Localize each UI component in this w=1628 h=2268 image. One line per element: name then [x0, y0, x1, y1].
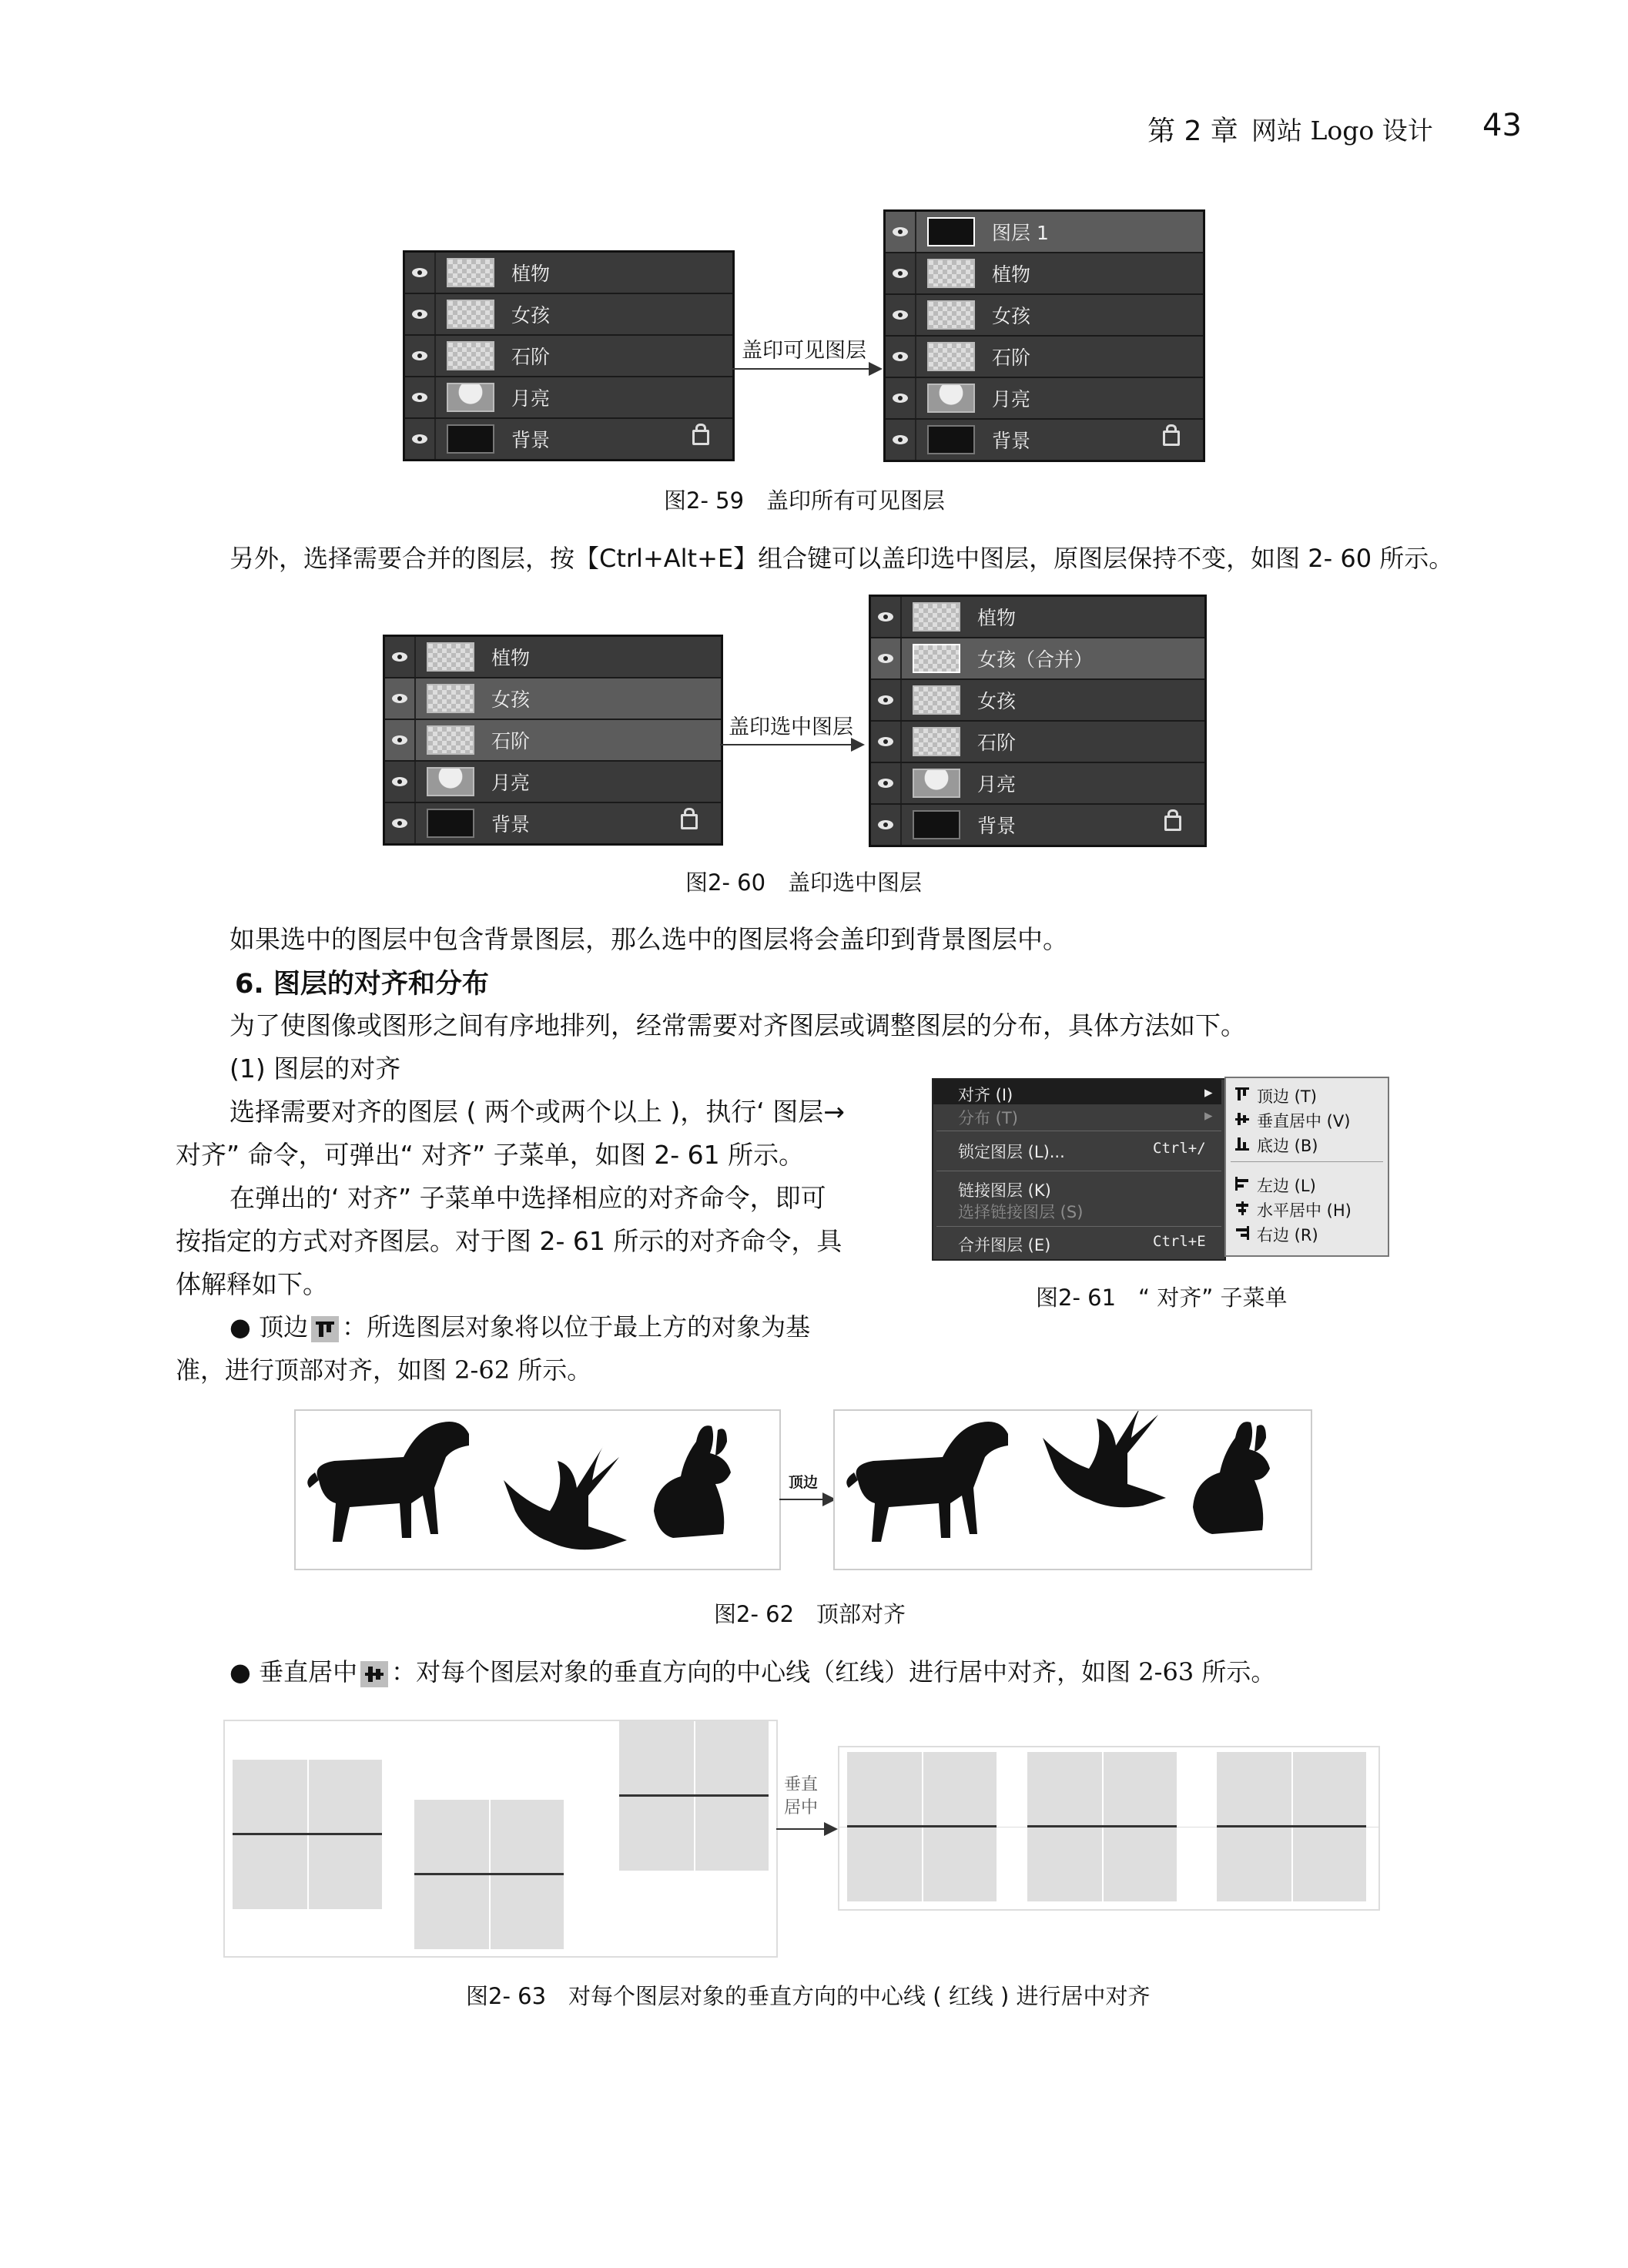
- eye-icon: [886, 420, 916, 460]
- paragraph-line: 选择需要对齐的图层 ( 两个或两个以上 )，执行‘ 图层→: [229, 1097, 845, 1127]
- bullet-text: ：对每个图层对象的垂直方向的中心线（红线）进行居中对齐，如图 2-63 所示。: [391, 1657, 1276, 1687]
- align-vcenter-icon: [1235, 1112, 1251, 1126]
- layer-square: [1217, 1752, 1366, 1901]
- fig60-arrow-label: 盖印选中图层: [729, 715, 853, 739]
- layer-name: 植物: [491, 647, 531, 669]
- layer-thumbnail: [447, 258, 494, 287]
- layer-row: [871, 722, 1204, 763]
- eye-icon: [405, 419, 436, 459]
- layer-thumbnail: [927, 384, 975, 413]
- layer-thumbnail: [913, 644, 960, 673]
- eye-icon: [385, 762, 416, 802]
- menu-item-distribute[interactable]: 分布 (T): [958, 1109, 1018, 1127]
- layer-thumbnail: [927, 259, 975, 288]
- section-heading: 6. 图层的对齐和分布: [235, 969, 489, 1000]
- paragraph-line: 在弹出的‘ 对齐” 子菜单中选择相应的对齐命令，即可: [229, 1183, 826, 1213]
- fig61-caption: 图2- 61 “ 对齐” 子菜单: [1036, 1285, 1288, 1311]
- layer-row: [385, 720, 721, 762]
- bullet-term: 垂直居中: [259, 1657, 358, 1687]
- animal-silhouettes: [296, 1411, 779, 1569]
- arrow-head-icon: [869, 362, 883, 376]
- eye-icon: [871, 680, 902, 720]
- fig62-caption: 图2- 62 顶部对齐: [714, 1601, 906, 1627]
- bullet-text: ：所选图层对象将以位于最上方的对象为基: [342, 1312, 811, 1342]
- layer-row: [886, 337, 1203, 378]
- menu-item-align[interactable]: 对齐 (I): [958, 1086, 1013, 1104]
- layer-name: 月亮: [491, 772, 531, 794]
- lock-icon: [692, 430, 709, 445]
- bullet-term: 顶边: [259, 1312, 309, 1342]
- layer-row: [886, 212, 1203, 253]
- fig59-right-panel: [883, 209, 1205, 462]
- align-right-icon: [1235, 1226, 1251, 1240]
- eye-icon: [871, 805, 902, 845]
- menu-item-select-linked[interactable]: 选择链接图层 (S): [958, 1203, 1084, 1221]
- layer-name: 女孩: [992, 305, 1031, 327]
- fig59-caption: 图2- 59 盖印所有可见图层: [664, 487, 946, 514]
- dog-silhouette: [846, 1422, 1008, 1542]
- fig62-before-box: [294, 1409, 781, 1570]
- submenu-item-right[interactable]: 右边 (R): [1257, 1226, 1318, 1245]
- fig60-left-panel: [383, 635, 723, 846]
- layer-name: 背景: [977, 815, 1017, 837]
- layer-name: 图层 1: [992, 222, 1049, 244]
- align-vcenter-icon: [360, 1661, 388, 1687]
- layer-thumbnail: [427, 642, 474, 672]
- layer-row: [871, 805, 1204, 845]
- layer-row: [886, 420, 1203, 460]
- align-top-icon: [311, 1316, 339, 1342]
- layer-menu: [932, 1078, 1226, 1261]
- layer-name: 石阶: [977, 732, 1017, 754]
- animal-silhouettes-aligned: [835, 1411, 1311, 1569]
- submenu-item-vcenter[interactable]: 垂直居中 (V): [1257, 1112, 1351, 1131]
- layer-row: [871, 680, 1204, 722]
- menu-item-lock[interactable]: 锁定图层 (L)...: [958, 1143, 1065, 1161]
- eye-icon: [886, 378, 916, 418]
- eye-icon: [405, 336, 436, 376]
- layer-row: [385, 762, 721, 803]
- layer-thumbnail: [447, 341, 494, 370]
- paragraph-line: 体解释如下。: [176, 1269, 328, 1299]
- rabbit-silhouette: [654, 1425, 731, 1538]
- chapter-label: 第 2 章: [1147, 116, 1238, 147]
- fig60-caption: 图2- 60 盖印选中图层: [685, 869, 923, 896]
- rabbit-silhouette: [1193, 1422, 1270, 1534]
- eye-icon: [886, 337, 916, 377]
- layer-square: [1027, 1752, 1177, 1901]
- fig63-arrow: [776, 1828, 826, 1830]
- submenu-arrow-icon: ▸: [1204, 1083, 1213, 1101]
- menu-divider: [936, 1226, 1221, 1227]
- layer-thumbnail: [913, 685, 960, 715]
- layer-row: [871, 597, 1204, 638]
- align-bottom-icon: [1235, 1137, 1251, 1151]
- paragraph-line: 对齐” 命令，可弹出“ 对齐” 子菜单，如图 2- 61 所示。: [176, 1140, 805, 1170]
- lock-icon: [681, 814, 698, 829]
- layer-name: 植物: [977, 607, 1017, 629]
- submenu-item-left[interactable]: 左边 (L): [1257, 1177, 1316, 1195]
- layer-name: 月亮: [992, 388, 1031, 410]
- eye-icon: [871, 638, 902, 678]
- layer-thumbnail: [913, 769, 960, 798]
- submenu-item-top[interactable]: 顶边 (T): [1257, 1087, 1317, 1106]
- paragraph: 另外，选择需要合并的图层，按【Ctrl+Alt+E】组合键可以盖印选中图层，原图层保持不变，如图 2- 60 所示。: [229, 544, 1454, 573]
- submenu-arrow-icon: ▸: [1204, 1106, 1213, 1124]
- arrow-head-icon: [824, 1822, 838, 1836]
- bullet-dot: ●: [229, 1312, 260, 1342]
- layer-square: [233, 1760, 382, 1909]
- sub-heading: (1) 图层的对齐: [229, 1054, 401, 1084]
- layer-row: [405, 253, 732, 294]
- eye-icon: [871, 763, 902, 803]
- fig63-arrow-label-2: 居中: [784, 1798, 819, 1817]
- paragraph-line: 按指定的方式对齐图层。对于图 2- 61 所示的对齐命令，具: [176, 1226, 842, 1256]
- layer-thumbnail: [927, 342, 975, 371]
- layer-row: [385, 637, 721, 678]
- layer-row: [405, 294, 732, 336]
- fig60-right-panel: [869, 595, 1207, 847]
- layer-row: [405, 419, 732, 459]
- layer-thumbnail: [913, 810, 960, 839]
- layer-name: 女孩（合并）: [977, 648, 1094, 671]
- paragraph: 如果选中的图层中包含背景图层，那么选中的图层将会盖印到背景图层中。: [229, 924, 1068, 954]
- bullet-line: [229, 1653, 1275, 1688]
- layer-row: [886, 378, 1203, 420]
- layer-name: 石阶: [992, 347, 1031, 369]
- layer-thumbnail: [447, 424, 494, 454]
- layer-square: [414, 1800, 564, 1949]
- fig62-after-box: [833, 1409, 1312, 1570]
- layer-thumbnail: [913, 602, 960, 631]
- layer-thumbnail: [427, 809, 474, 838]
- eye-icon: [385, 637, 416, 677]
- bullet-line: [229, 1308, 810, 1343]
- lock-icon: [1164, 816, 1181, 831]
- layer-name: 背景: [491, 813, 531, 836]
- layer-name: 女孩: [511, 304, 551, 327]
- bird-silhouette: [504, 1446, 627, 1549]
- layer-row: [385, 803, 721, 843]
- layer-thumbnail: [927, 217, 975, 246]
- eye-icon: [385, 720, 416, 760]
- fig62-arrow-label: 顶边: [789, 1474, 819, 1491]
- eye-icon: [886, 295, 916, 335]
- arrow-head-icon: [851, 738, 865, 752]
- menu-item-shortcut: Ctrl+E: [1153, 1233, 1206, 1250]
- layer-name: 石阶: [511, 346, 551, 368]
- layer-square: [847, 1752, 997, 1901]
- eye-icon: [405, 253, 436, 293]
- eye-icon: [886, 253, 916, 293]
- dog-silhouette: [307, 1422, 469, 1542]
- layer-name: 植物: [511, 263, 551, 285]
- layer-name: 背景: [992, 430, 1031, 452]
- layer-row: [871, 763, 1204, 805]
- fig63-caption: 图2- 63 对每个图层对象的垂直方向的中心线 ( 红线 ) 进行居中对齐: [466, 1983, 1151, 2009]
- layer-thumbnail: [927, 425, 975, 454]
- layer-thumbnail: [427, 684, 474, 713]
- layer-thumbnail: [427, 767, 474, 796]
- align-hcenter-icon: [1235, 1201, 1251, 1215]
- bullet-dot: ●: [229, 1657, 260, 1687]
- layer-row: [405, 377, 732, 419]
- menu-item-link[interactable]: 链接图层 (K): [958, 1181, 1051, 1200]
- submenu-item-hcenter[interactable]: 水平居中 (H): [1257, 1201, 1352, 1220]
- fig63-arrow-label-1: 垂直: [784, 1775, 819, 1794]
- bird-silhouette: [1043, 1411, 1166, 1507]
- eye-icon: [405, 294, 436, 334]
- align-submenu: [1224, 1077, 1389, 1257]
- layer-square: [619, 1721, 769, 1871]
- layer-row: [405, 336, 732, 377]
- layer-name: 植物: [992, 263, 1031, 286]
- menu-divider: [1231, 1161, 1383, 1162]
- fig62-arrow: [779, 1499, 824, 1500]
- layer-name: 背景: [511, 429, 551, 451]
- fig63-after-box: [838, 1746, 1380, 1911]
- layer-name: 女孩: [491, 688, 531, 711]
- eye-icon: [886, 212, 916, 252]
- eye-icon: [405, 377, 436, 417]
- align-top-icon: [1235, 1087, 1251, 1101]
- layer-name: 石阶: [491, 730, 531, 752]
- fig59-left-panel: [403, 250, 735, 461]
- lock-icon: [1163, 430, 1180, 446]
- paragraph: 为了使图像或图形之间有序地排列，经常需要对齐图层或调整图层的分布，具体方法如下。: [229, 1010, 1246, 1040]
- layer-name: 女孩: [977, 690, 1017, 712]
- chapter-title: 网站 Logo 设计: [1251, 116, 1433, 146]
- layer-row: [886, 295, 1203, 337]
- layer-thumbnail: [913, 727, 960, 756]
- layer-row: [871, 638, 1204, 680]
- fig60-arrow: [720, 744, 853, 745]
- fig59-arrow: [732, 368, 870, 370]
- layer-row: [886, 253, 1203, 295]
- bullet-line: 准，进行顶部对齐，如图 2-62 所示。: [176, 1355, 592, 1385]
- submenu-item-bottom[interactable]: 底边 (B): [1257, 1137, 1318, 1155]
- align-left-icon: [1235, 1177, 1251, 1191]
- layer-name: 月亮: [511, 387, 551, 410]
- eye-icon: [385, 678, 416, 719]
- layer-thumbnail: [427, 725, 474, 755]
- eye-icon: [385, 803, 416, 843]
- page-number: 43: [1482, 108, 1522, 143]
- eye-icon: [871, 597, 902, 637]
- layer-thumbnail: [927, 300, 975, 330]
- layer-row: [385, 678, 721, 720]
- fig59-arrow-label: 盖印可见图层: [742, 339, 866, 363]
- layer-thumbnail: [447, 300, 494, 329]
- layer-thumbnail: [447, 383, 494, 412]
- fig63-before-box: [223, 1720, 778, 1958]
- menu-item-merge[interactable]: 合并图层 (E): [958, 1236, 1051, 1255]
- menu-item-shortcut: Ctrl+/: [1153, 1140, 1206, 1157]
- eye-icon: [871, 722, 902, 762]
- layer-name: 月亮: [977, 773, 1017, 796]
